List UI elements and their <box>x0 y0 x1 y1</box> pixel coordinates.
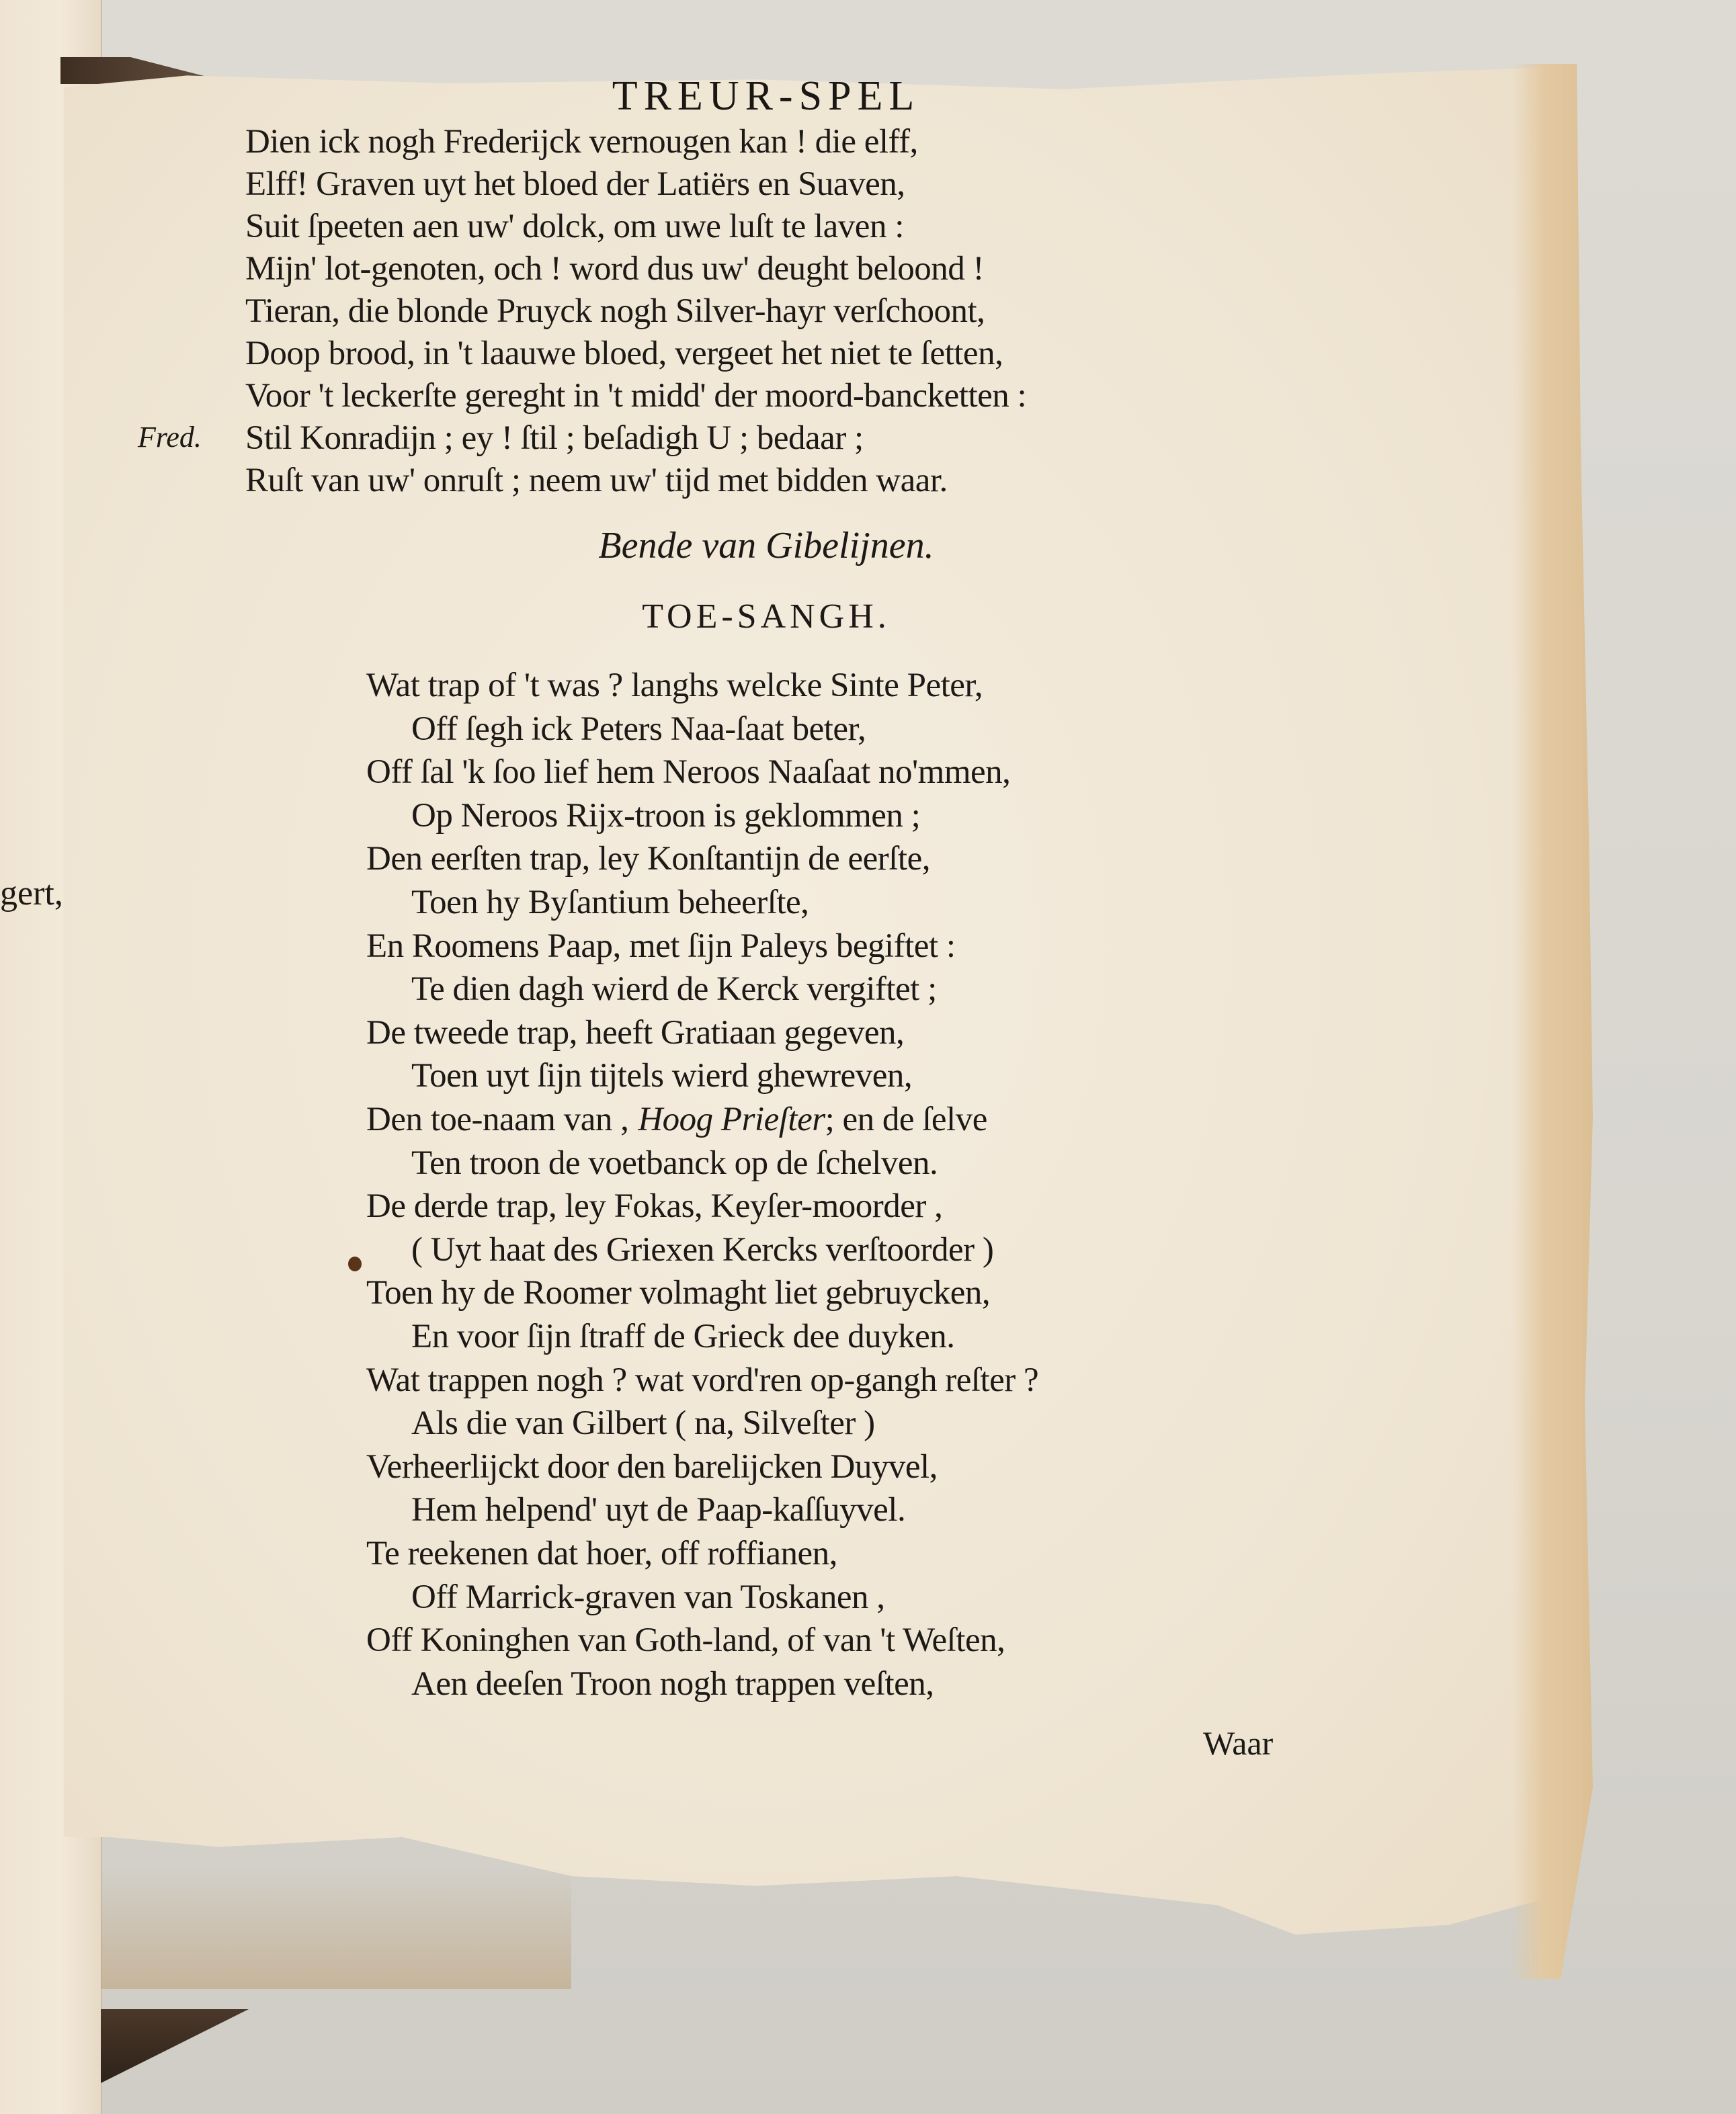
song-line-text: Off ſal 'k ſoo lief hem Neroos Naaſaat no'mmen, <box>366 753 1011 792</box>
song-line-text: Op Neroos Rijx-troon is geklommen ; <box>411 796 921 835</box>
song-line-text: Hem helpend' uyt de Paap-kaſſuyvel. <box>411 1491 906 1529</box>
verse-line: Doop brood, in 't laauwe bloed, vergeet het niet te ſetten, <box>245 335 1003 372</box>
verse-line: Mijn' lot-genoten, och ! word dus uw' deught beloond ! <box>245 250 985 288</box>
song-line <box>411 972 937 1007</box>
verse-line: Suit ſpeeten aen uw' dolck, om uwe luſt te laven : <box>245 208 904 245</box>
song-line <box>411 712 866 747</box>
song-line <box>411 1664 934 1703</box>
verse-line: Ruſt van uw' onruſt ; neem uw' tijd met bidden waar. <box>245 462 948 499</box>
song-line-text: Te dien dagh wierd de Kerck vergiftet ; <box>411 970 937 1009</box>
verse-line: Stil Konradijn ; ey ! ſtil ; beſadigh U ; bedaar ; <box>245 419 864 457</box>
song-line-text: De derde trap, ley Fokas, Keyſer-moorder , <box>366 1187 943 1226</box>
song-line <box>411 1230 994 1269</box>
song-line-text: En voor ſijn ſtraff de Grieck dee duyken. <box>411 1318 955 1355</box>
catchword: Waar <box>1203 1724 1274 1762</box>
ink-spot <box>348 1257 362 1271</box>
song-line-text: Den eerſten trap, ley Konſtantijn de eerſte, <box>366 840 930 878</box>
running-head: TREUR-SPEL <box>612 73 921 119</box>
song-line <box>411 1320 954 1354</box>
song-line-text: Toen hy de Roomer volmaght liet gebruycken, <box>366 1274 991 1312</box>
song-line-text: Off ſegh ick Peters Naa-ſaat beter, <box>411 710 866 748</box>
song-title: TOE-SANGH. <box>642 597 891 636</box>
song-line <box>366 669 983 703</box>
song-line <box>411 886 809 920</box>
song-line-italic: Hoog Prieſter <box>638 1101 825 1138</box>
verse-line: Dien ick nogh Frederijck vernougen kan ! die elff, <box>245 123 918 161</box>
song-line <box>366 1623 1005 1658</box>
speaker-label: Fred. <box>138 421 202 454</box>
song-line-text: De tweede trap, heeft Gratiaan gegeven, <box>366 1013 905 1052</box>
song-line-text: En Roomens Paap, met ſijn Paleys begiftet : <box>366 927 956 965</box>
song-line-text: Toen uyt ſijn tijtels wierd ghewreven, <box>411 1057 913 1095</box>
song-line <box>411 1493 905 1527</box>
song-line-text: Wat trappen nogh ? wat vord'ren op-gangh reſter ? <box>366 1361 1039 1399</box>
song-line <box>366 1537 837 1571</box>
song-line-text: Te reekenen dat hoer, off roffianen, <box>366 1535 837 1572</box>
song-line-text: Off Marrick-graven van Toskanen , <box>411 1578 885 1616</box>
section-title: Bende van Gibelijnen. <box>598 525 934 566</box>
song-line <box>366 1103 987 1137</box>
left-page-fragment: gert, <box>0 874 63 913</box>
song-line <box>366 1189 942 1224</box>
verse-line: Elff! Graven uyt het bloed der Latiërs en Suaven, <box>245 165 905 203</box>
song-line <box>411 1146 938 1181</box>
song-line <box>411 796 921 835</box>
verse-line: Voor 't leckerſte gereght in 't midd' der moord-bancketten : <box>245 377 1027 415</box>
song-line <box>366 1447 938 1486</box>
song-line <box>411 1406 875 1441</box>
song-line-text: Den toe-naam van , <box>366 1101 629 1138</box>
song-line-text: ; en de ſelve <box>825 1101 987 1138</box>
verse-line: Tieran, die blonde Pruyck nogh Silver-hayr verſchoont, <box>245 292 985 330</box>
song-line <box>366 755 1010 790</box>
song-line-text: ( Uyt haat des Griexen Kercks verſtoorder ) <box>411 1230 994 1269</box>
song-line-text: Als die van Gilbert ( na, Silveſter ) <box>411 1404 875 1443</box>
song-line-text: Toen hy Byſantium beheerſte, <box>411 884 809 921</box>
song-line <box>411 1580 885 1615</box>
song-line-text: Verheerlijckt door den barelijcken Duyvel, <box>366 1447 938 1486</box>
song-line <box>411 1059 912 1093</box>
song-line-text: Wat trap of 't was ? langhs welcke Sinte Peter, <box>366 667 983 704</box>
song-line-text: Aen deeſen Troon nogh trappen veſten, <box>411 1664 934 1703</box>
song-line-text: Off Koninghen van Goth-land, of van 't Weſten, <box>366 1621 1005 1660</box>
song-line-text: Ten troon de voetbanck op de ſchelven. <box>411 1144 938 1182</box>
song-line <box>366 929 956 964</box>
song-line <box>366 1013 905 1052</box>
song-line <box>366 1276 990 1310</box>
song-line <box>366 842 930 876</box>
song-line <box>366 1363 1038 1398</box>
